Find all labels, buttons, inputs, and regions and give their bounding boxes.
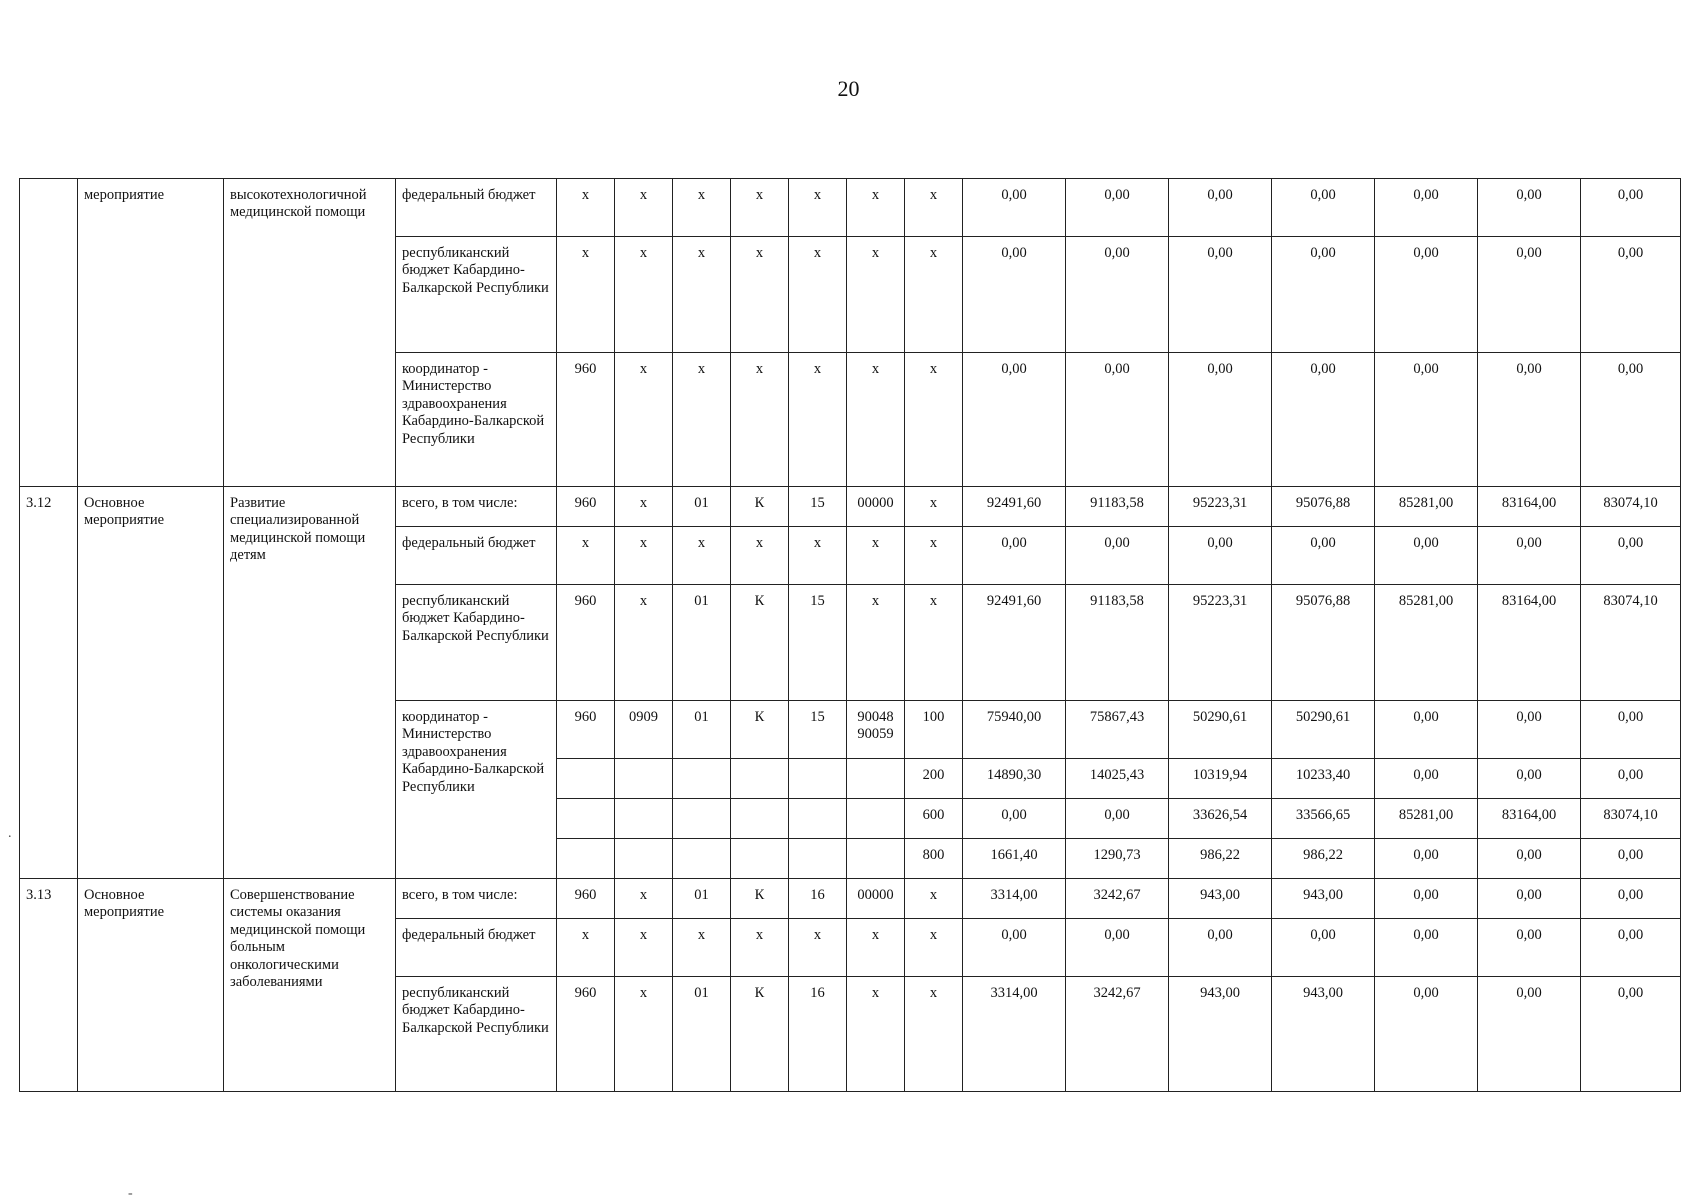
value-cell: 0,00 [1581,237,1681,353]
value-cell: 91183,58 [1066,487,1169,527]
value-cell: 0,00 [1066,919,1169,977]
table-row [20,879,1681,919]
code-cell: x [905,919,963,977]
value-cell: 1661,40 [963,839,1066,879]
code-cell: x [731,919,789,977]
value-cell: 33626,54 [1169,799,1272,839]
code-cell: x [615,353,673,487]
value-cell: 943,00 [1272,879,1375,919]
code-cell: x [557,527,615,585]
code-cell: x [789,919,847,977]
code-cell: x [615,879,673,919]
code-cell [731,799,789,839]
code-cell: 960 [557,977,615,1092]
value-cell: 0,00 [1478,879,1581,919]
value-cell: 85281,00 [1375,585,1478,701]
code-cell [615,799,673,839]
event-name-cell: Совершенствование системы оказания медицинской помощи больным онкологическими заболеваниями [224,879,396,1092]
value-cell: 0,00 [1581,977,1681,1092]
code-cell: x [847,179,905,237]
code-cell: К [731,879,789,919]
code-cell: 100 [905,701,963,759]
code-cell: 01 [673,701,731,759]
code-cell: x [905,237,963,353]
code-cell: 01 [673,487,731,527]
value-cell: 0,00 [1066,527,1169,585]
value-cell: 0,00 [1478,759,1581,799]
value-cell: 0,00 [963,799,1066,839]
code-cell: x [731,527,789,585]
value-cell: 0,00 [1375,353,1478,487]
code-cell: x [847,353,905,487]
value-cell: 0,00 [1066,799,1169,839]
value-cell: 91183,58 [1066,585,1169,701]
value-cell: 0,00 [1272,237,1375,353]
code-cell: x [905,353,963,487]
value-cell: 75867,43 [1066,701,1169,759]
funding-source-cell: республиканский бюджет Кабардино-Балкарской Республики [396,237,557,353]
value-cell: 0,00 [1478,977,1581,1092]
code-cell: x [905,527,963,585]
value-cell: 0,00 [1478,839,1581,879]
value-cell: 0,00 [1272,353,1375,487]
code-cell: x [905,487,963,527]
code-cell: 90048 90059 [847,701,905,759]
value-cell: 0,00 [1272,179,1375,237]
value-cell: 986,22 [1169,839,1272,879]
value-cell: 83074,10 [1581,487,1681,527]
code-cell: x [673,179,731,237]
code-cell: К [731,977,789,1092]
code-cell: x [905,179,963,237]
code-cell: 960 [557,353,615,487]
code-cell [673,799,731,839]
value-cell: 95223,31 [1169,487,1272,527]
code-cell: 01 [673,585,731,701]
code-cell [789,759,847,799]
code-cell: 0909 [615,701,673,759]
value-cell: 0,00 [963,919,1066,977]
code-cell: x [731,179,789,237]
code-cell: 800 [905,839,963,879]
value-cell: 50290,61 [1272,701,1375,759]
event-name-cell: Развитие специализированной медицинской помощи детям [224,487,396,879]
value-cell: 0,00 [1581,759,1681,799]
value-cell: 95076,88 [1272,585,1375,701]
value-cell: 50290,61 [1169,701,1272,759]
code-cell: x [847,919,905,977]
value-cell: 14890,30 [963,759,1066,799]
value-cell: 986,22 [1272,839,1375,879]
code-cell: x [847,585,905,701]
value-cell: 83164,00 [1478,585,1581,701]
row-number-cell: 3.12 [20,487,78,879]
code-cell [557,799,615,839]
code-cell: x [789,353,847,487]
value-cell: 0,00 [1272,919,1375,977]
funding-source-cell: координатор - Министерство здравоохранения Кабардино-Балкарской Республики [396,353,557,487]
value-cell: 92491,60 [963,487,1066,527]
value-cell: 33566,65 [1272,799,1375,839]
code-cell: К [731,487,789,527]
value-cell: 83074,10 [1581,799,1681,839]
event-kind-cell: Основное мероприятие [78,487,224,879]
value-cell: 0,00 [1169,919,1272,977]
budget-table [19,178,1681,1092]
value-cell: 0,00 [1375,179,1478,237]
code-cell: x [789,237,847,353]
value-cell: 0,00 [1169,353,1272,487]
value-cell: 3242,67 [1066,977,1169,1092]
code-cell: x [557,179,615,237]
code-cell: x [673,353,731,487]
code-cell: x [731,353,789,487]
value-cell: 85281,00 [1375,487,1478,527]
code-cell: x [905,585,963,701]
code-cell [789,799,847,839]
value-cell: 943,00 [1169,977,1272,1092]
stray-dot-mark: . [8,826,12,841]
code-cell: 00000 [847,487,905,527]
code-cell: x [847,527,905,585]
table-row [20,487,1681,527]
code-cell: 01 [673,977,731,1092]
event-kind-cell: мероприятие [78,179,224,487]
code-cell: x [673,527,731,585]
code-cell: К [731,585,789,701]
value-cell: 14025,43 [1066,759,1169,799]
value-cell: 10319,94 [1169,759,1272,799]
table-row [20,179,1681,237]
code-cell: К [731,701,789,759]
value-cell: 0,00 [1581,919,1681,977]
value-cell: 0,00 [1169,237,1272,353]
code-cell: x [615,585,673,701]
code-cell: x [557,919,615,977]
funding-source-cell: федеральный бюджет [396,919,557,977]
code-cell [557,759,615,799]
value-cell: 0,00 [1066,237,1169,353]
value-cell: 0,00 [963,527,1066,585]
code-cell: 960 [557,701,615,759]
value-cell: 0,00 [1375,919,1478,977]
value-cell: 92491,60 [963,585,1066,701]
value-cell: 0,00 [1375,701,1478,759]
value-cell: 0,00 [963,353,1066,487]
code-cell: x [789,527,847,585]
row-number-cell: 3.13 [20,879,78,1092]
value-cell: 0,00 [1169,527,1272,585]
code-cell: x [615,527,673,585]
code-cell: x [673,919,731,977]
value-cell: 0,00 [963,179,1066,237]
value-cell: 0,00 [1478,353,1581,487]
code-cell: 15 [789,701,847,759]
funding-source-cell: всего, в том числе: [396,487,557,527]
value-cell: 3314,00 [963,977,1066,1092]
value-cell: 0,00 [1478,919,1581,977]
code-cell: x [847,237,905,353]
value-cell: 0,00 [1066,353,1169,487]
value-cell: 75940,00 [963,701,1066,759]
code-cell: x [615,977,673,1092]
value-cell: 0,00 [1375,527,1478,585]
value-cell: 10233,40 [1272,759,1375,799]
stray-dash-mark: - [128,1186,133,1201]
value-cell: 3314,00 [963,879,1066,919]
value-cell: 943,00 [1272,977,1375,1092]
page-number: 20 [837,76,860,101]
code-cell [673,839,731,879]
row-number-cell [20,179,78,487]
code-cell [847,759,905,799]
value-cell: 0,00 [1478,701,1581,759]
budget-table-body [20,179,1681,1092]
value-cell: 0,00 [1478,527,1581,585]
value-cell: 83164,00 [1478,799,1581,839]
code-cell [731,839,789,879]
value-cell: 1290,73 [1066,839,1169,879]
value-cell: 3242,67 [1066,879,1169,919]
code-cell [847,799,905,839]
value-cell: 83164,00 [1478,487,1581,527]
value-cell: 0,00 [1375,759,1478,799]
code-cell: x [615,179,673,237]
code-cell: 01 [673,879,731,919]
code-cell: 960 [557,879,615,919]
code-cell: 15 [789,487,847,527]
code-cell: x [615,487,673,527]
code-cell [847,839,905,879]
funding-source-cell: всего, в том числе: [396,879,557,919]
value-cell: 83074,10 [1581,585,1681,701]
funding-source-cell: федеральный бюджет [396,527,557,585]
code-cell: x [731,237,789,353]
code-cell: 16 [789,977,847,1092]
code-cell: x [905,977,963,1092]
code-cell: 960 [557,585,615,701]
value-cell: 0,00 [1272,527,1375,585]
code-cell: 600 [905,799,963,839]
value-cell: 0,00 [1581,527,1681,585]
event-kind-cell: Основное мероприятие [78,879,224,1092]
value-cell: 0,00 [963,237,1066,353]
code-cell: x [847,977,905,1092]
value-cell: 95076,88 [1272,487,1375,527]
value-cell: 0,00 [1581,839,1681,879]
code-cell: x [905,879,963,919]
value-cell: 0,00 [1375,879,1478,919]
code-cell: 960 [557,487,615,527]
funding-source-cell: республиканский бюджет Кабардино-Балкарской Республики [396,977,557,1092]
code-cell: 15 [789,585,847,701]
code-cell [557,839,615,879]
code-cell [673,759,731,799]
value-cell: 95223,31 [1169,585,1272,701]
funding-source-cell: федеральный бюджет [396,179,557,237]
value-cell: 85281,00 [1375,799,1478,839]
code-cell: x [673,237,731,353]
code-cell: x [615,237,673,353]
code-cell: x [789,179,847,237]
value-cell: 0,00 [1169,179,1272,237]
value-cell: 0,00 [1478,179,1581,237]
value-cell: 0,00 [1581,879,1681,919]
code-cell [731,759,789,799]
value-cell: 0,00 [1478,237,1581,353]
value-cell: 0,00 [1581,701,1681,759]
code-cell [789,839,847,879]
value-cell: 0,00 [1581,179,1681,237]
code-cell [615,759,673,799]
value-cell: 0,00 [1375,237,1478,353]
code-cell: 200 [905,759,963,799]
value-cell: 0,00 [1581,353,1681,487]
value-cell: 0,00 [1375,977,1478,1092]
value-cell: 943,00 [1169,879,1272,919]
code-cell [615,839,673,879]
code-cell: x [557,237,615,353]
funding-source-cell: республиканский бюджет Кабардино-Балкарской Республики [396,585,557,701]
code-cell: 00000 [847,879,905,919]
value-cell: 0,00 [1066,179,1169,237]
funding-source-cell: координатор - Министерство здравоохранения Кабардино-Балкарской Республики [396,701,557,879]
event-name-cell: высокотехнологичной медицинской помощи [224,179,396,487]
value-cell: 0,00 [1375,839,1478,879]
code-cell: 16 [789,879,847,919]
code-cell: x [615,919,673,977]
